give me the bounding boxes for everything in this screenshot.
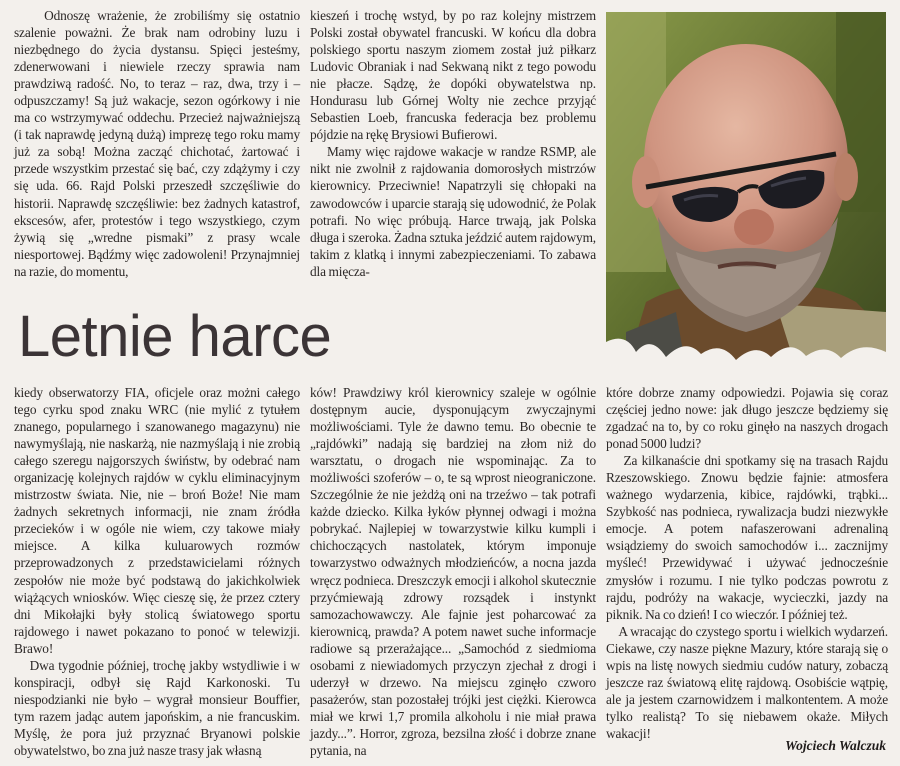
- paragraph: Mamy więc rajdowe wakacje w randze RSMP, ale nikt nie zwolnił z rajdowania domorosłych mistrzów kierownicy. Przeciwnie! Napatrzyli się chłopaki na zawodowców i uparcie starają się udowodnić, że Polak potrafi. No więc próbują. Harce trwają, jak Polska długa i szeroka. Żadna sztuka jeździć autem rajdowym, takim z klatką i innymi zabezpieczeniami. To zabawa dla mięcza-: [310, 144, 596, 279]
- paragraph: ków! Prawdziwy król kierownicy szaleje w ogólnie dostępnym aucie, dysponującym zwyczajnymi możliwościami. Tyle że dawno temu. Bo obecnie te „rajdówki” nadają się bardziej na złom niż do warsztatu, o drogach nie wspominając. Za to możliwości szoferów – o, te są wprost nieograniczone. Szczególnie że nie jeżdżą oni na trzeźwo – tak potrafi każde dziecko. Kilka łyków płynnej odwagi i można pobrykać. Najlepiej w towarzystwie kilku kumpli i chichoczących nastolatek, którym imponuje towarzystwo odważnych młodzieńców, a nocna jazda wręcz podnieca. Dreszczyk emocji i alkohol skutecznie przyćmiewają zdrowy rozsądek i instynkt samozachowawczy. Ale fajnie jest poharcować za kierownicą, prawda? A potem nawet suche informacje radiowe są przerażające... „Samochód z siedmioma osobami z niewiadomych przyczyn zjechał z drogi i uderzył w drzewo. Na miejscu zginęło czworo pasażerów, stan pozostałej trójki jest ciężki. Kierowca miał we krwi 1,7 promila alkoholu i nie miał prawa jazdy...”. Horror, zgroza, bezsilna złość i dobrze znane pytania, na: [310, 385, 596, 758]
- paragraph: które dobrze znamy odpowiedzi. Pojawia się coraz częściej jedno nowe: jak długo jeszcze będziemy się zgadzać na to, by co roku ginęło na naszych drogach ponad 5000 ludzi?: [606, 385, 888, 452]
- paragraph: kieszeń i trochę wstyd, by po raz kolejny mistrzem Polski został obywatel francuski. W końcu dla dobra polskiego sportu naszym ziomem został już piłkarz Ludovic Obraniak i nad Sekwaną nikt z tego powodu nie płacze. Sądzę, że dopóki obywatelstwa np. Hondurasu lub Górnej Wolty nie zechce przyjąć Sebastien Loeb, francuska federacja bez problemu pójdzie na rękę Brysiowi Bufierowi.: [310, 8, 596, 143]
- article-headline: Letnie harce: [18, 304, 332, 369]
- article-column-1: [14, 7, 300, 280]
- article-column-3: [14, 384, 300, 759]
- paragraph: Za kilkanaście dni spotkamy się na trasach Rajdu Rzeszowskiego. Znowu będzie fajnie: atmosfera ważnego wydarzenia, kibice, rajdówki, trąbki... Szybkość nas podnieca, rywalizacja budzi niezwykłe emocje. A potem nafaszerowani adrenaliną wsiądziemy do swoich samochodów i... zacznijmy myśleć! Przewidywać i używać jednocześnie zmysłów i rozumu. I nie tylko podczas powrotu z rajdu, podróży na wakacje, wycieczki, jazdy na piknik. Na co dzień! I co wieczór. I później też.: [606, 453, 888, 622]
- portrait-photo-icon: [606, 12, 886, 368]
- portrait-photo: [606, 12, 886, 368]
- author-signature: Wojciech Walczuk: [785, 738, 886, 753]
- article-column-5: [606, 384, 888, 742]
- paragraph: Odnoszę wrażenie, że zrobiliśmy się ostatnio szalenie poważni. Że brak nam odrobiny luzu i niezbędnego do życia dystansu. Spięci jesteśmy, zdenerwowani i niewiele rzeczy sprawia nam prawdziwą radość. No, to teraz – raz, dwa, trzy i – odpuszczamy! Są już wakacje, sezon ogórkowy i nie ma co wstrzymywać oddechu. Przecież najważniejszą (i tak naprawdę jedyną dużą) imprezę tego roku mamy już za sobą! Można zacząć chichotać, żartować i przede wszystkim przestać się bać, czy zdążymy i czy się uda. 66. Rajd Polski przeszedł szczęśliwie do historii. Naprawdę szczęśliwie: bez żadnych katastrof, ekscesów, afer, protestów i tego wszystkiego, czym żywią się „wredne pismaki” z prasy wcale niesportowej. Bądźmy więc zadowoleni! Przynajmniej na razie, do momentu,: [14, 8, 300, 279]
- article-column-2: [310, 7, 596, 280]
- paragraph: A wracając do czystego sportu i wielkich wydarzeń. Ciekawe, czy nasze piękne Mazury, które starają się o wpis na listę nowych siedmiu cudów natury, zobaczą jeszcze raz światową elitę rajdową. Osobiście wątpię, ale ja jestem czarnowidzem i malkontentem. A może tylko realistą? To się niebawem okaże. Miłych wakacji!: [606, 623, 888, 741]
- paragraph: kiedy obserwatorzy FIA, oficjele oraz możni całego tego cyrku spod znaku WRC (nie mylić z tytułem znanego, popularnego i szanowanego magazynu) nie nawymyślają, nie naskarżą, nie nazmyślają i nie zrobią całego szeregu najgorszych świństw, by odebrać nam organizację kolejnych rajdów w cyklu eliminacyjnym mistrzostw świata. Nie, nie – broń Boże! Nie mam żadnych sekretnych informacji, nie znam źródła przecieków i w ogóle nie wiem, czy takowe miały miejsce. A kilka kuluarowych rozmów przeprowadzonych z przedstawicielami różnych zespołów nie może być podstawą do jakichkolwiek wiążących wniosków. Więc cieszę się, że przez cztery dni Mikołajki były stolicą światowego sportu rajdowego i nawet pokazano to ponoć w telewizji. Brawo!: [14, 385, 300, 656]
- article-column-4: [310, 384, 596, 759]
- paragraph: Dwa tygodnie później, trochę jakby wstydliwie i w konspiracji, odbył się Rajd Karkonoski. Tu niespodzianki nie było – wygrał monsieur Bouffier, tym razem jadąc autem japońskim, a nie francuskim. Myślę, że pora już przyznać Bryanowi polskie obywatelstwo, bo zna już nasze trasy jak własną: [14, 657, 300, 758]
